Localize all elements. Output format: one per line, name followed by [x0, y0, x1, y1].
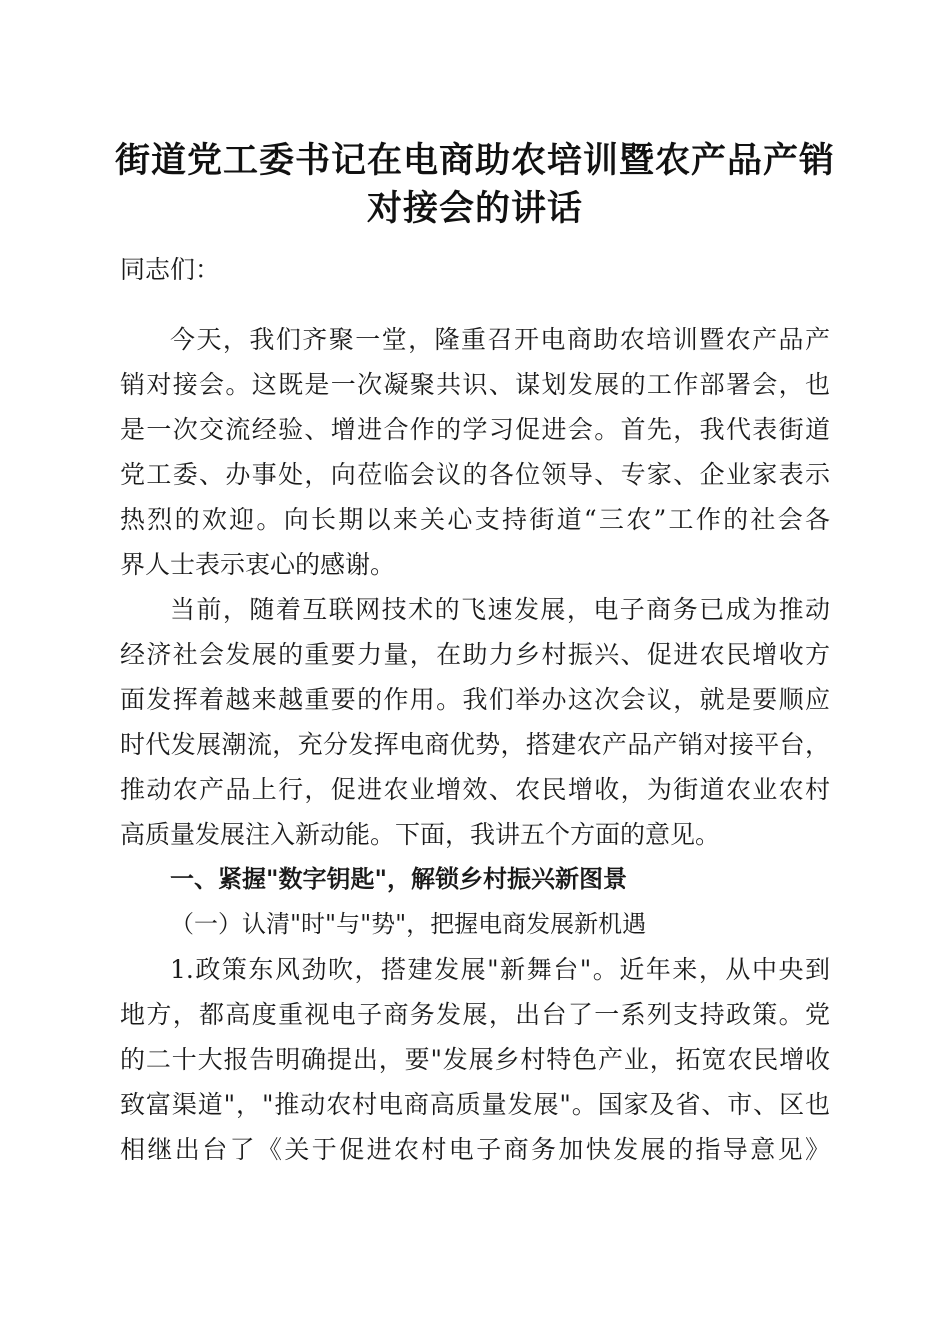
paragraph-2-line: 高质量发展注入新动能。下面，我讲五个方面的意见。	[120, 820, 721, 849]
paragraph-1-line: 界人士表示衷心的感谢。	[120, 550, 396, 579]
section-heading: 一、紧握"数字钥匙"，解锁乡村振兴新图景	[170, 865, 628, 893]
document-title-line-2: 对接会的讲话	[366, 188, 583, 229]
paragraph-1-line: 销对接会。这既是一次凝聚共识、谋划发展的工作部署会，也	[120, 370, 830, 399]
salutation: 同志们：	[120, 255, 221, 284]
paragraph-1-line: 今天，我们齐聚一堂，隆重召开电商助农培训暨农产品产	[170, 325, 830, 354]
paragraph-3-line: 地方，都高度重视电子商务发展，出台了一系列支持政策。党	[120, 1000, 830, 1029]
paragraph-2-line: 时代发展潮流，充分发挥电商优势，搭建农产品产销对接平台，	[120, 730, 830, 759]
document-title-line-1: 街道党工委书记在电商助农培训暨农产品产销	[114, 140, 835, 181]
paragraph-3-line: 1.政策东风劲吹，搭建发展"新舞台"。近年来，从中央到	[170, 955, 830, 984]
paragraph-3-line: 的二十大报告明确提出，要"发展乡村特色产业，拓宽农民增收	[120, 1045, 830, 1074]
paragraph-2-line: 面发挥着越来越重要的作用。我们举办这次会议，就是要顺应	[120, 685, 830, 714]
paragraph-2-line: 当前，随着互联网技术的飞速发展，电子商务已成为推动	[170, 595, 830, 624]
paragraph-1-line: 党工委、办事处，向莅临会议的各位领导、专家、企业家表示	[120, 460, 830, 489]
paragraph-2-line: 推动农产品上行，促进农业增效、农民增收，为街道农业农村	[120, 775, 830, 804]
paragraph-3-line: 致富渠道"，"推动农村电商高质量发展"。国家及省、市、区也	[120, 1090, 830, 1119]
paragraph-1-line: 热烈的欢迎。向长期以来关心支持街道“三农”工作的社会各	[120, 505, 830, 534]
paragraph-1-line: 是一次交流经验、增进合作的学习促进会。首先，我代表街道	[120, 415, 830, 444]
paragraph-2-line: 经济社会发展的重要力量，在助力乡村振兴、促进农民增收方	[120, 640, 830, 669]
paragraph-3-line: 相继出台了《关于促进农村电子商务加快发展的指导意见》	[120, 1135, 830, 1164]
subsection-heading: （一）认清"时"与"势"，把握电商发展新机遇	[170, 910, 647, 938]
